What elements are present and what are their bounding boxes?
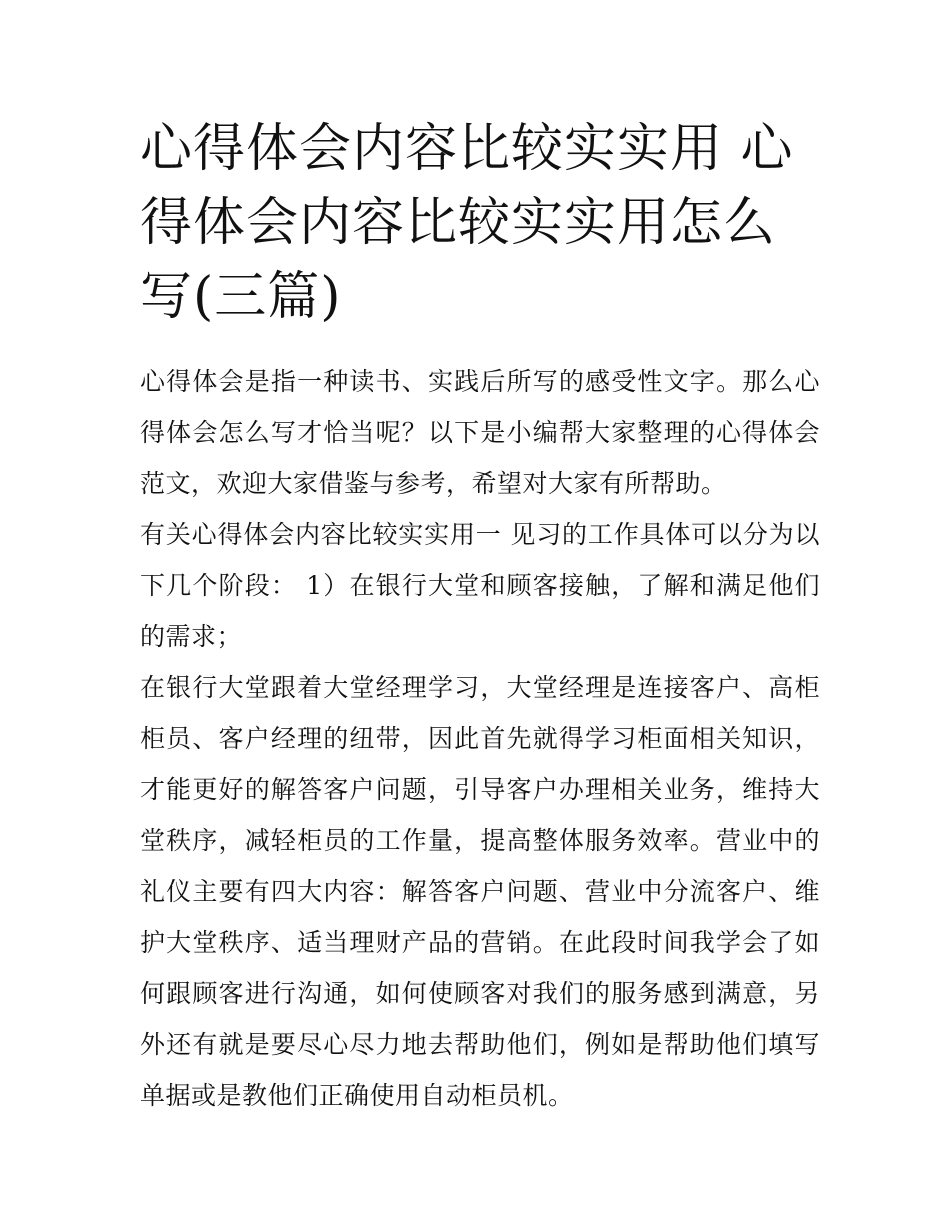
paragraph-lobby: 在银行大堂跟着大堂经理学习，大堂经理是连接客户、高柜柜员、客户经理的纽带，因此首先就得学习柜面相关知识，才能更好的解答客户问题，引导客户办理相关业务，维持大堂秩序，减轻柜员的工作量，提高整体服务效率。营业中的礼仪主要有四大内容：解答客户问题、营业中分流客户、维护大堂秩序、适当理财产品的营销。在此段时间我学会了如何跟顾客进行沟通，如何使顾客对我们的服务感到满意，另外还有就是要尽心尽力地去帮助他们，例如是帮助他们填写单据或是教他们正确使用自动柜员机。: [140, 673, 820, 1110]
document-title: 心得体会内容比较实实用 心得体会内容比较实实用怎么写(三篇): [140, 119, 794, 327]
paragraph-stages: 有关心得体会内容比较实实用一 见习的工作具体可以分为以下几个阶段： 1）在银行大堂和顾客接触，了解和满足他们的需求；: [140, 520, 820, 651]
document-body: [140, 356, 820, 1121]
paragraph-intro: 心得体会是指一种读书、实践后所写的感受性文字。那么心得体会怎么写才恰当呢？以下是小编帮大家整理的心得体会范文，欢迎大家借鉴与参考，希望对大家有所帮助。: [140, 367, 820, 498]
